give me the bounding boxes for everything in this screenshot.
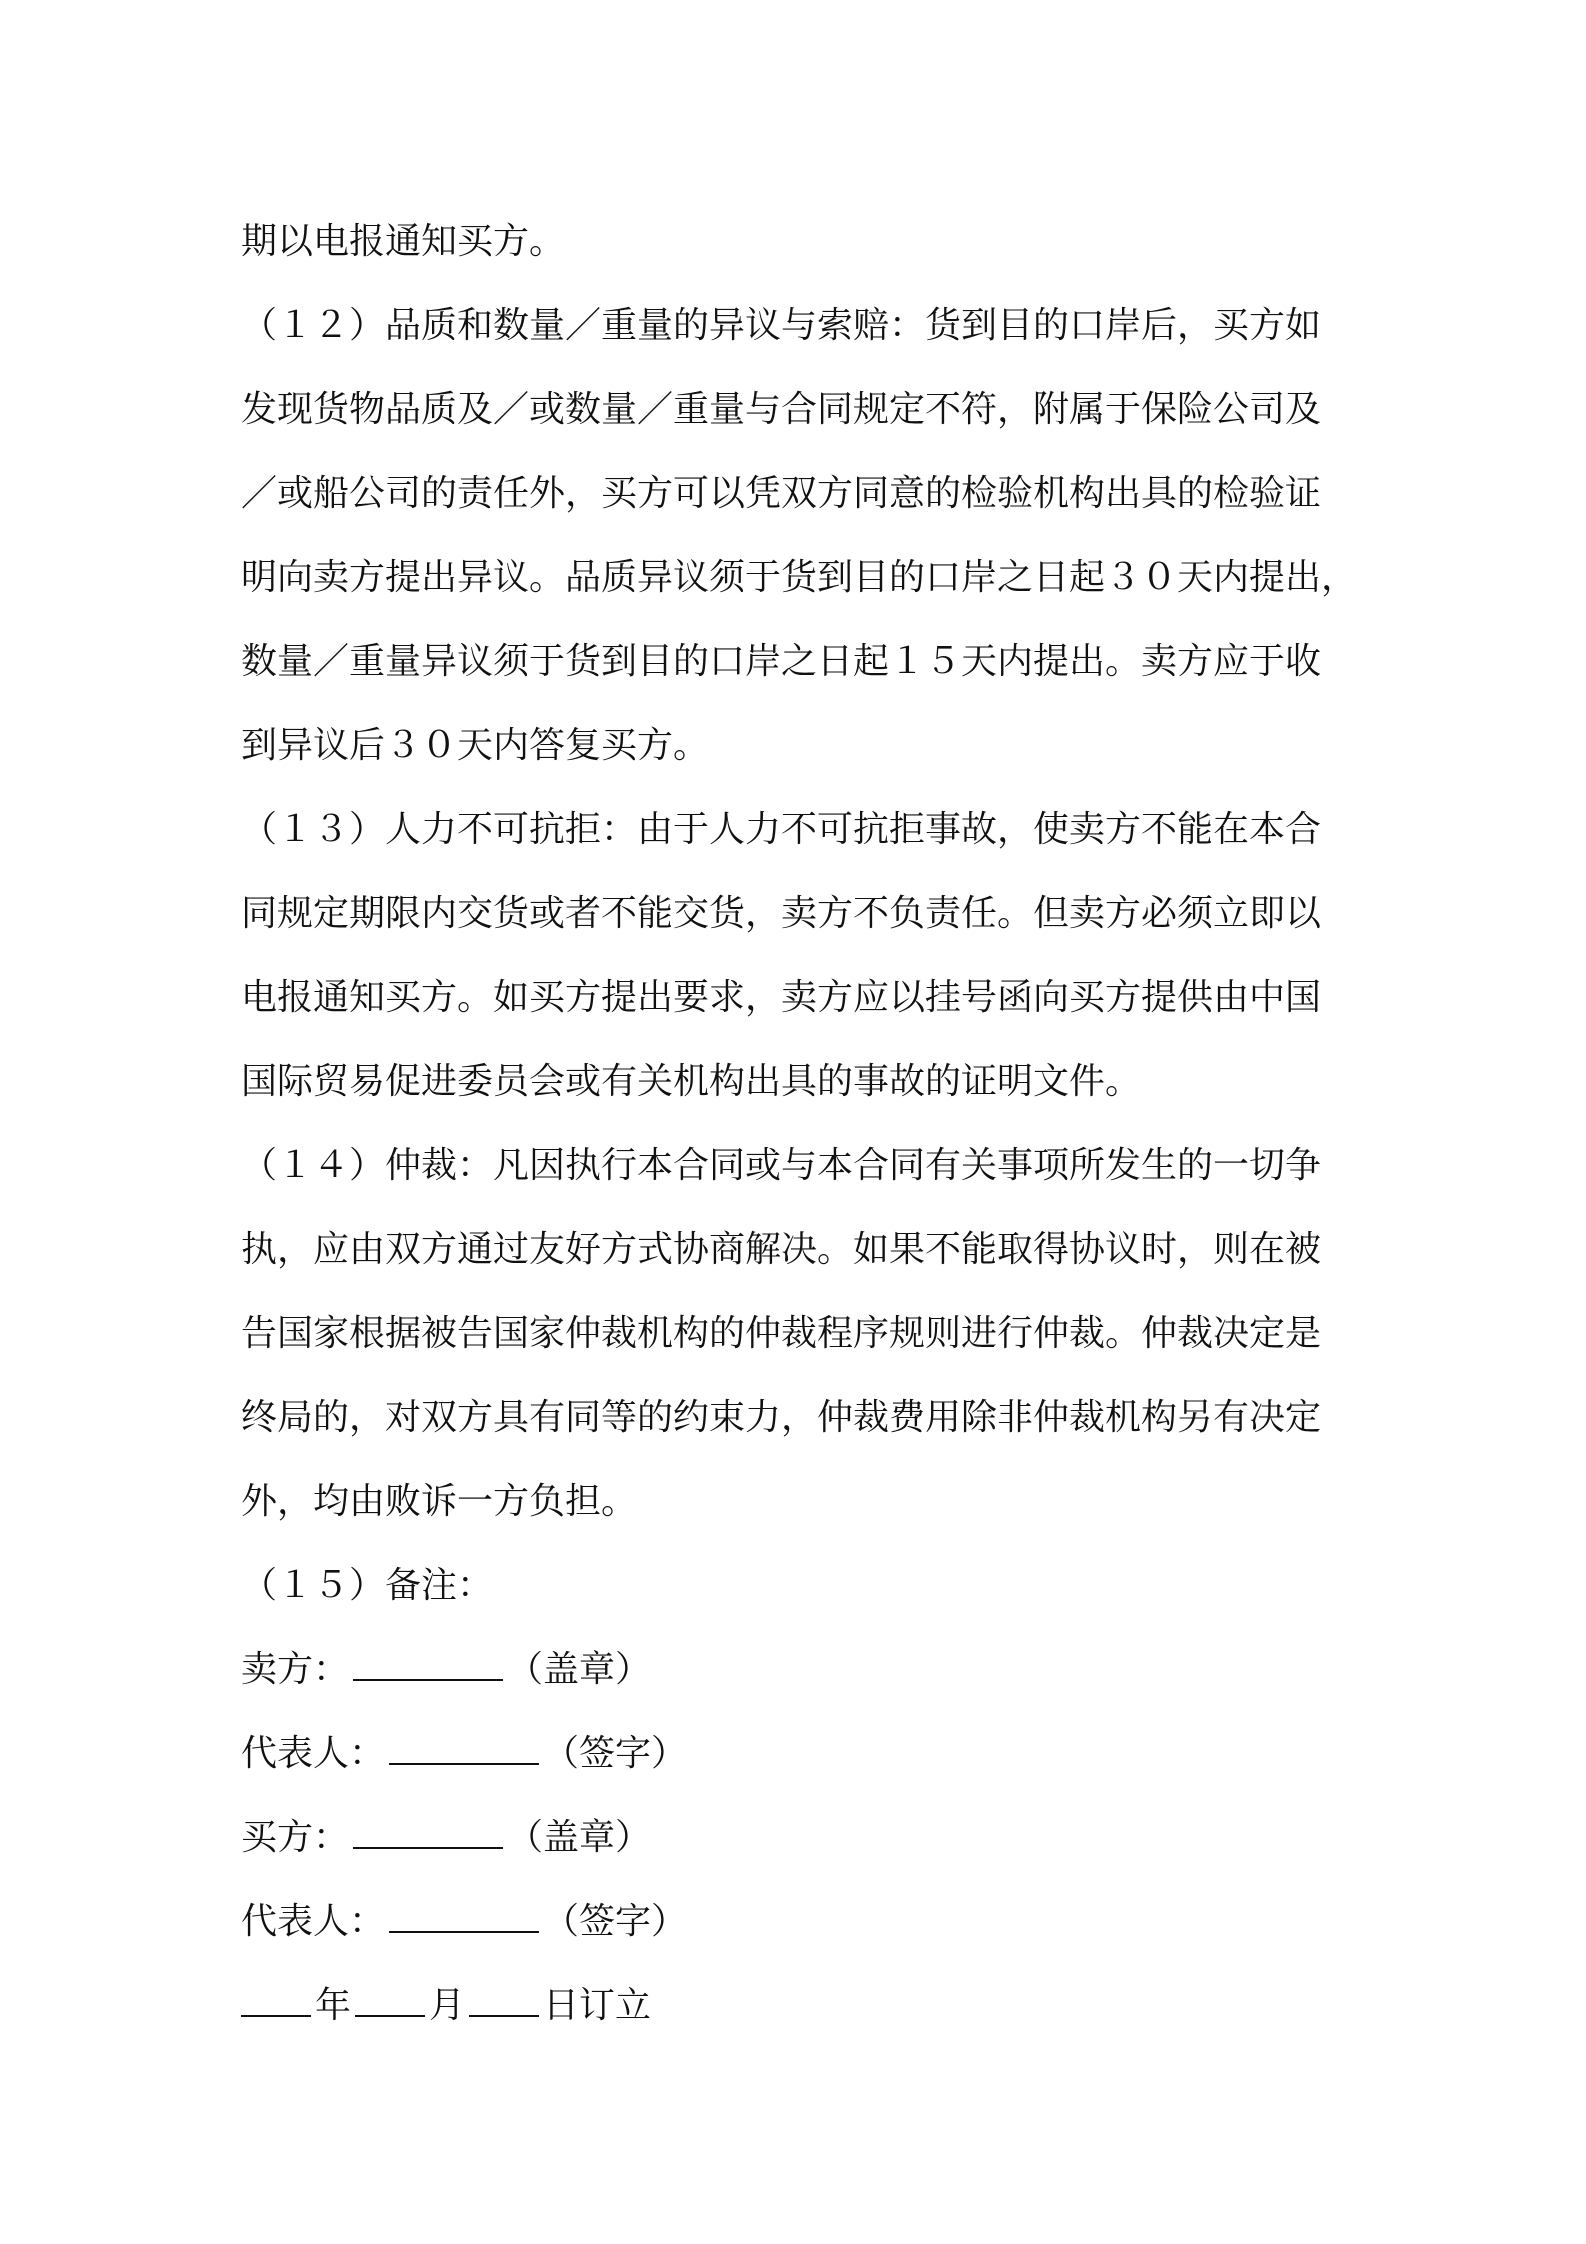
paragraph-line: 明向卖方提出异议。品质异议须于货到目的口岸之日起３０天内提出， (241, 557, 1358, 598)
paragraph-line: （１４）仲裁：凡因执行本合同或与本合同有关事项所发生的一切争 (241, 1145, 1322, 1186)
paragraph-line: 终局的，对双方具有同等的约束力，仲裁费用除非仲裁机构另有决定 (241, 1397, 1322, 1438)
paragraph-line: 告国家根据被告国家仲裁机构的仲裁程序规则进行仲裁。仲裁决定是 (241, 1313, 1322, 1354)
year-blank[interactable] (241, 1977, 311, 2017)
paragraph-line: 到异议后３０天内答复买方。 (241, 725, 710, 766)
seller-note: （盖章） (507, 1649, 652, 1690)
buyer-blank[interactable] (353, 1809, 503, 1849)
seller-rep-label: 代表人： (241, 1733, 386, 1774)
seller-rep-signature-line (241, 1712, 1371, 1796)
paragraph-line: 电报通知买方。如买方提出要求，卖方应以挂号函向买方提供由中国 (241, 977, 1322, 1018)
paragraph-line: 同规定期限内交货或者不能交货，卖方不负责任。但卖方必须立即以 (241, 893, 1322, 934)
paragraph-line: 外，均由败诉一方负担。 (241, 1481, 638, 1522)
month-label: 月 (429, 1985, 466, 2026)
paragraph-line: （１５）备注： (241, 1565, 494, 1606)
year-label: 年 (315, 1985, 352, 2026)
seller-signature-line (241, 1628, 1371, 1712)
paragraph-line: 数量／重量异议须于货到目的口岸之日起１５天内提出。卖方应于收 (241, 641, 1322, 682)
day-blank[interactable] (469, 1977, 539, 2017)
buyer-note: （盖章） (507, 1817, 652, 1858)
day-label: 日订立 (543, 1985, 652, 2026)
buyer-rep-label: 代表人： (241, 1901, 386, 1942)
seller-rep-note: （签字） (543, 1733, 688, 1774)
seller-label: 卖方： (241, 1649, 350, 1690)
paragraph-line: （１３）人力不可抗拒：由于人力不可抗拒事故，使卖方不能在本合 (241, 809, 1322, 850)
date-line (241, 1964, 1371, 2048)
paragraph-line: ／或船公司的责任外，买方可以凭双方同意的检验机构出具的检验证 (241, 473, 1322, 514)
buyer-label: 买方： (241, 1817, 350, 1858)
buyer-signature-line (241, 1796, 1371, 1880)
paragraph-line: 期以电报通知买方。 (241, 221, 566, 262)
paragraph-line: 发现货物品质及／或数量／重量与合同规定不符，附属于保险公司及 (241, 389, 1322, 430)
buyer-rep-signature-line (241, 1880, 1371, 1964)
seller-rep-blank[interactable] (389, 1725, 539, 1765)
paragraph-line: 国际贸易促进委员会或有关机构出具的事故的证明文件。 (241, 1061, 1142, 1102)
paragraph-line: （１２）品质和数量／重量的异议与索赔：货到目的口岸后，买方如 (241, 305, 1322, 346)
seller-blank[interactable] (353, 1641, 503, 1681)
contract-text (241, 200, 1371, 2048)
buyer-rep-note: （签字） (543, 1901, 688, 1942)
month-blank[interactable] (355, 1977, 425, 2017)
paragraph-line: 执，应由双方通过友好方式协商解决。如果不能取得协议时，则在被 (241, 1229, 1322, 1270)
buyer-rep-blank[interactable] (389, 1893, 539, 1933)
